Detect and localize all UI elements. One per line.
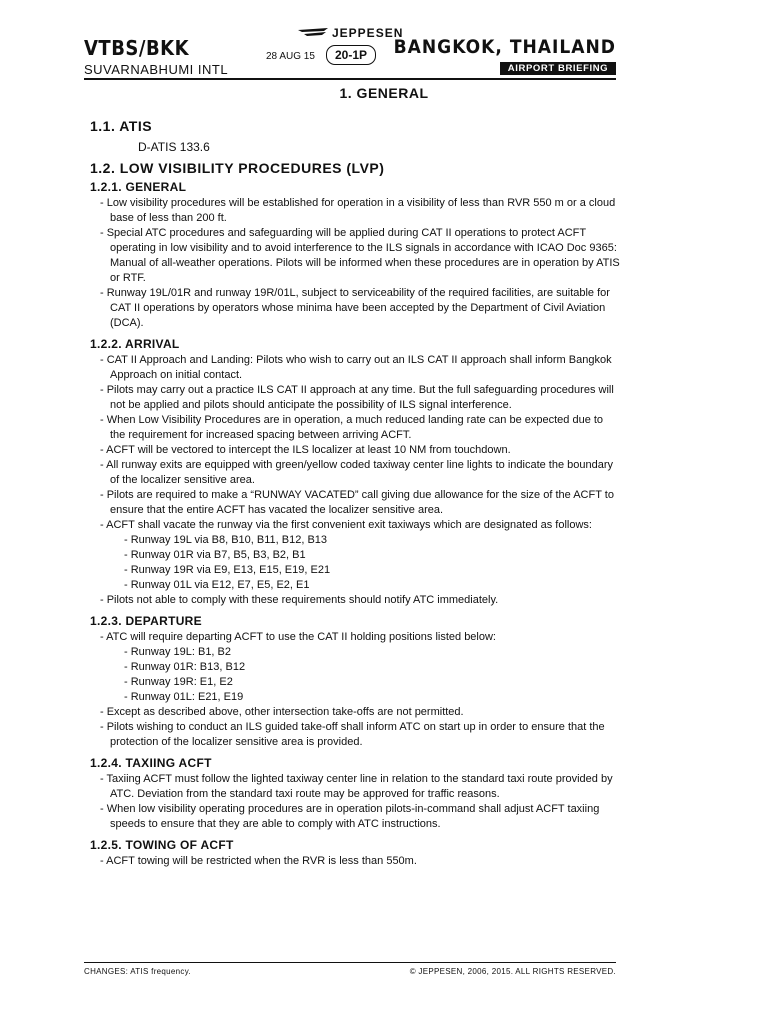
page-number-badge: 20-1P (326, 45, 376, 65)
holding-position-item: - Runway 01R: B13, B12 (124, 661, 246, 673)
jeppesen-logo (298, 26, 403, 40)
airport-code: VTBS/BKK (84, 36, 190, 60)
changes-note: CHANGES: ATIS frequency. (84, 967, 191, 976)
section-title: 1. GENERAL (339, 85, 429, 101)
runway-exit-item: - Runway 01R via B7, B5, B3, B2, B1 (124, 549, 306, 561)
arrival-heading: 1.2.2. ARRIVAL (90, 337, 180, 351)
departure-heading: 1.2.3. DEPARTURE (90, 614, 202, 628)
briefing-content (84, 118, 620, 869)
general-heading: 1.2.1. GENERAL (90, 180, 187, 194)
towing-heading: 1.2.5. TOWING OF ACFT (90, 838, 234, 852)
list-item: - Pilots not able to comply with these requirements should notify ATC immediately. (100, 594, 499, 606)
list-item: - ATC will require departing ACFT to use the CAT II holding positions listed below: (100, 631, 496, 643)
list-item: - ACFT will be vectored to intercept the ILS localizer at least 10 NM from touchdown. (100, 444, 511, 456)
runway-exit-item: - Runway 01L via E12, E7, E5, E2, E1 (124, 579, 310, 591)
list-item: - ACFT towing will be restricted when the RVR is less than 550m. (100, 855, 417, 867)
atis-frequency: D-ATIS 133.6 (138, 140, 210, 154)
list-item: - When Low Visibility Procedures are in operation, a much reduced landing rate can be expected due to the requirement for increased spacing between arriving ACFT. (100, 414, 604, 441)
runway-exit-item: - Runway 19L via B8, B10, B11, B12, B13 (124, 534, 328, 546)
section-badge: AIRPORT BRIEFING (500, 62, 616, 75)
header-rule (84, 78, 616, 80)
list-item: - Low visibility procedures will be established for operation in a visibility of less than RVR 550 m or a cloud base of less than 200 ft. (100, 197, 616, 224)
list-item: - CAT II Approach and Landing: Pilots who wish to carry out an ILS CAT II approach shall inform Bangkok Approach on initial contact. (100, 354, 612, 381)
list-item: - Except as described above, other intersection take-offs are not permitted. (100, 706, 464, 718)
airport-name: SUVARNABHUMI INTL (84, 62, 229, 77)
city-name: BANGKOK, THAILAND (393, 36, 616, 58)
chart-date: 28 AUG 15 (266, 51, 315, 62)
holding-position-item: - Runway 19L: B1, B2 (124, 646, 232, 658)
atis-heading: 1.1. ATIS (90, 118, 153, 134)
list-item: - ACFT shall vacate the runway via the first convenient exit taxiways which are designated as follows: (100, 519, 592, 531)
list-item: - Taxiing ACFT must follow the lighted taxiway center line in relation to the standard taxi route provided by ATC. Deviation from the standard taxi route may be approved for traffic reasons. (100, 773, 613, 800)
holding-position-item: - Runway 01L: E21, E19 (124, 691, 244, 703)
list-item: - Pilots wishing to conduct an ILS guided take-off shall inform ATC on start up in order to ensure that the protection of the localizer sensitive area is provided. (100, 721, 605, 748)
holding-position-item: - Runway 19R: E1, E2 (124, 676, 233, 688)
list-item: - Pilots may carry out a practice ILS CAT II approach at any time. But the full safeguarding procedures will not be applied and pilots should anticipate the possibility of ILS signal interference. (100, 384, 614, 411)
footer-rule (84, 962, 616, 963)
jeppesen-wing-icon (298, 28, 328, 38)
list-item: - Runway 19L/01R and runway 19R/01L, subject to serviceability of the required facilities, are suitable for CAT II operations by operators whose minima have been accepted by the Department of Civil Aviation (DCA). (100, 287, 610, 329)
list-item: - Pilots are required to make a “RUNWAY VACATED” call giving due allowance for the size of the ACFT to ensure that the entire ACFT has vacated the localizer sensitive area. (100, 489, 614, 516)
runway-exit-item: - Runway 19R via E9, E13, E15, E19, E21 (124, 564, 331, 576)
taxiing-heading: 1.2.4. TAXIING ACFT (90, 756, 212, 770)
brand-name: JEPPESEN (332, 26, 404, 40)
lvp-heading: 1.2. LOW VISIBILITY PROCEDURES (LVP) (90, 160, 385, 176)
list-item: - All runway exits are equipped with green/yellow coded taxiway center line lights to indicate the boundary of the localizer sensitive area. (100, 459, 614, 486)
copyright-notice: © JEPPESEN, 2006, 2015. ALL RIGHTS RESERVED. (409, 967, 616, 976)
list-item: - When low visibility operating procedures are in operation pilots-in-command shall adjust ACFT taxiing speeds to ensure that they are able to comply with ATC instructions. (100, 803, 600, 830)
list-item: - Special ATC procedures and safeguarding will be applied during CAT II operations to protect ACFT operating in low visibility and to avoid interference to the ILS signals in accordance with ICAO Doc 9365: Manual of all-weather operations. Pilots will be informed when these procedures are in operation by ATIS or RTF. (100, 227, 620, 284)
